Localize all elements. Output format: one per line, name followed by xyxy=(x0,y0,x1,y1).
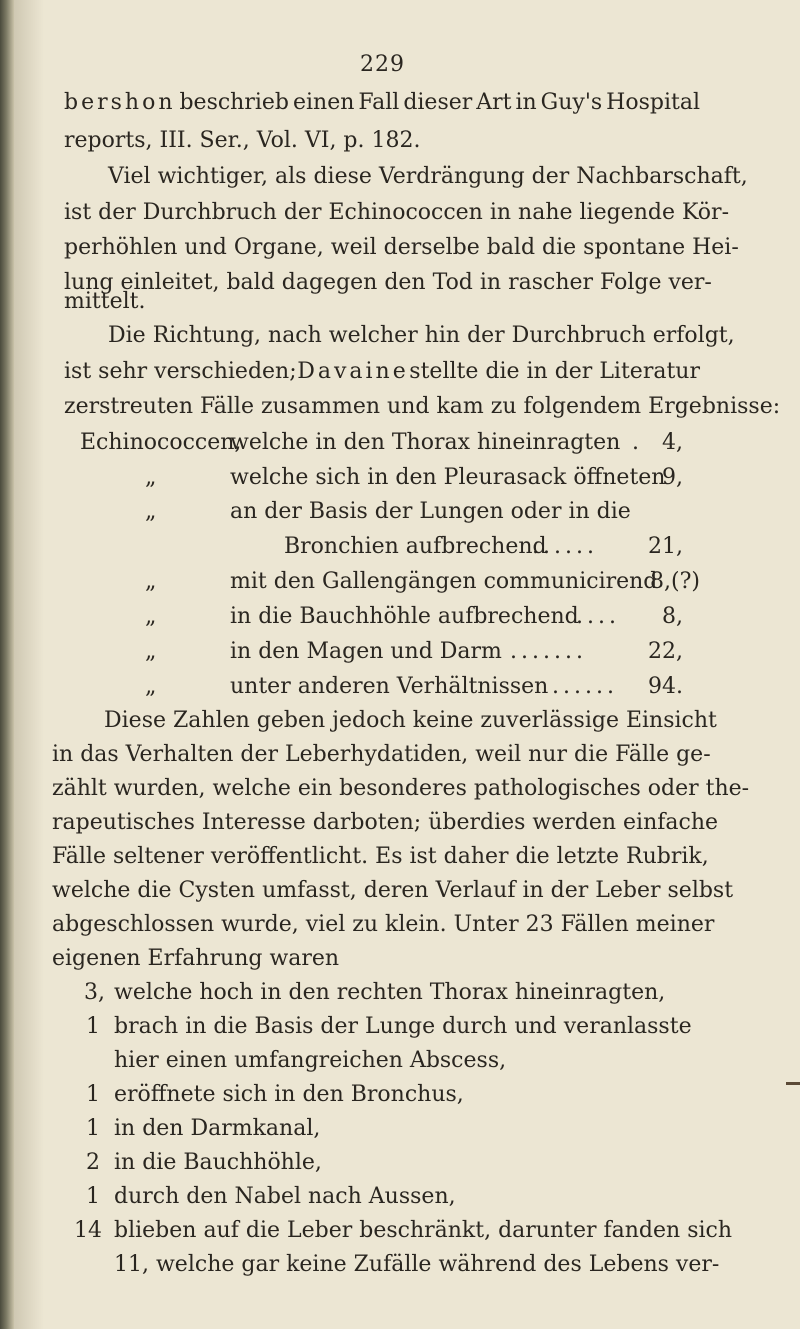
text-line-13: zählt wurden, welche ein besonderes pathologisches oder the- xyxy=(52,776,750,801)
case-text: brach in die Basis der Lunge durch und veranlasste xyxy=(114,1014,692,1039)
page-number: 229 xyxy=(360,52,405,77)
text-line-16: welche die Cysten umfasst, deren Verlauf in der Leber selbst xyxy=(52,878,734,903)
case-text: welche hoch in den rechten Thorax hineinragten, xyxy=(114,980,666,1005)
text-fragment: stellte die in der Literatur xyxy=(409,359,700,384)
stat-text: welche in den Thorax hineinragten xyxy=(230,430,621,455)
case-count: 1 xyxy=(86,1184,100,1209)
stat-value: 8,(?) xyxy=(650,569,700,594)
text-line-8: Die Richtung, nach welcher hin der Durchbruch erfolgt, xyxy=(108,323,735,348)
text-line-10: zerstreuten Fälle zusammen und kam zu folgendem Ergebnisse: xyxy=(64,394,781,419)
word: Guy's xyxy=(540,90,603,115)
stat-dots: ...... xyxy=(532,534,598,559)
case-row xyxy=(0,1044,800,1078)
text-line-14: rapeutisches Interesse darboten; überdies werden einfache xyxy=(52,810,719,835)
word: Art xyxy=(476,90,512,115)
stat-value: 8, xyxy=(662,604,683,629)
stat-dots: ....... xyxy=(510,639,587,664)
stat-dots: . xyxy=(632,430,643,455)
case-row xyxy=(0,1180,800,1214)
text-line-12: in das Verhalten der Leberhydatiden, weil nur die Fälle ge- xyxy=(52,742,711,767)
case-count: 1 xyxy=(86,1082,100,1107)
stat-row xyxy=(0,635,800,669)
stat-lead: „ xyxy=(145,639,157,664)
text-line-3: Viel wichtiger, als diese Verdrängung der Nachbarschaft, xyxy=(108,164,748,189)
stat-row xyxy=(0,495,800,529)
text-line-5: perhöhlen und Organe, weil derselbe bald die spontane Hei- xyxy=(64,235,739,260)
case-text: durch den Nabel nach Aussen, xyxy=(114,1184,456,1209)
case-count: 14 xyxy=(74,1218,102,1243)
stat-dots: .... xyxy=(576,604,620,629)
case-text: blieben auf die Leber beschränkt, darunter fanden sich xyxy=(114,1218,733,1243)
stat-value: 22, xyxy=(648,639,683,664)
case-text: eröffnete sich in den Bronchus, xyxy=(114,1082,464,1107)
stat-value: 94. xyxy=(648,674,683,699)
case-text: hier einen umfangreichen Abscess, xyxy=(114,1048,507,1073)
case-row xyxy=(0,1112,800,1146)
word: einen xyxy=(292,90,355,115)
stat-lead: „ xyxy=(145,465,157,490)
stat-lead: „ xyxy=(145,604,157,629)
case-text: in den Darmkanal, xyxy=(114,1116,321,1141)
stat-text: mit den Gallengängen communicirend xyxy=(230,569,658,594)
stat-value: 4, xyxy=(662,430,683,455)
word: bershon xyxy=(64,90,176,115)
author-name: Davaine xyxy=(297,359,409,384)
text-line-7 xyxy=(64,285,145,319)
case-text: in die Bauchhöhle, xyxy=(114,1150,322,1175)
case-count: 1 xyxy=(86,1116,100,1141)
text-line-17: abgeschlossen wurde, viel zu klein. Unter 23 Fällen meiner xyxy=(52,912,715,937)
case-count: 1 xyxy=(86,1014,100,1039)
stat-value: 9, xyxy=(662,465,683,490)
stat-text: Bronchien aufbrechend xyxy=(284,534,547,559)
case-row xyxy=(0,1010,800,1044)
case-row xyxy=(0,1248,800,1282)
stat-text: in den Magen und Darm xyxy=(230,639,502,664)
stat-text: in die Bauchhöhle aufbrechend xyxy=(230,604,579,629)
stat-row xyxy=(0,670,800,704)
stat-lead: Echinococcen, xyxy=(80,430,242,455)
case-row xyxy=(0,1214,800,1248)
stat-row xyxy=(0,426,800,460)
stat-row xyxy=(0,461,800,495)
stat-lead: „ xyxy=(145,569,157,594)
text-line-11: Diese Zahlen geben jedoch keine zuverlässige Einsicht xyxy=(104,708,717,733)
text-line-18: eigenen Erfahrung waren xyxy=(52,946,340,971)
stat-text: unter anderen Verhältnissen xyxy=(230,674,549,699)
text-line-1 xyxy=(64,86,700,120)
word: dieser xyxy=(403,90,473,115)
stat-text: an der Basis der Lungen oder in die xyxy=(230,499,631,524)
text-fragment: ist sehr verschieden; xyxy=(64,359,297,384)
case-count: 3, xyxy=(84,980,105,1005)
page-edge-mark xyxy=(786,1082,800,1085)
word: in xyxy=(515,90,537,115)
text-line-2: reports, III. Ser., Vol. VI, p. 182. xyxy=(64,128,421,153)
stat-lead: „ xyxy=(145,674,157,699)
text-line-9 xyxy=(64,355,700,389)
stat-row xyxy=(0,530,800,564)
stat-text: welche sich in den Pleurasack öffneten xyxy=(230,465,666,490)
case-row xyxy=(0,976,800,1010)
case-row xyxy=(0,1146,800,1180)
stat-value: 21, xyxy=(648,534,683,559)
case-text: 11, welche gar keine Zufälle während des Lebens ver- xyxy=(114,1252,720,1277)
text-line-6: lung einleitet, bald dagegen den Tod in rascher Folge ver- xyxy=(64,270,712,295)
text-fragment: mittelt. xyxy=(64,289,146,314)
word: Fall xyxy=(358,90,400,115)
word: Hospital xyxy=(606,90,700,115)
text-line-15: Fälle seltener veröffentlicht. Es ist daher die letzte Rubrik, xyxy=(52,844,709,869)
text-line-4: ist der Durchbruch der Echinococcen in nahe liegende Kör- xyxy=(64,200,730,225)
stat-dots: ...... xyxy=(552,674,618,699)
case-count: 2 xyxy=(86,1150,100,1175)
stat-row xyxy=(0,600,800,634)
stat-lead: „ xyxy=(145,499,157,524)
stat-row xyxy=(0,565,800,599)
word: beschrieb xyxy=(179,90,290,115)
case-row xyxy=(0,1078,800,1112)
